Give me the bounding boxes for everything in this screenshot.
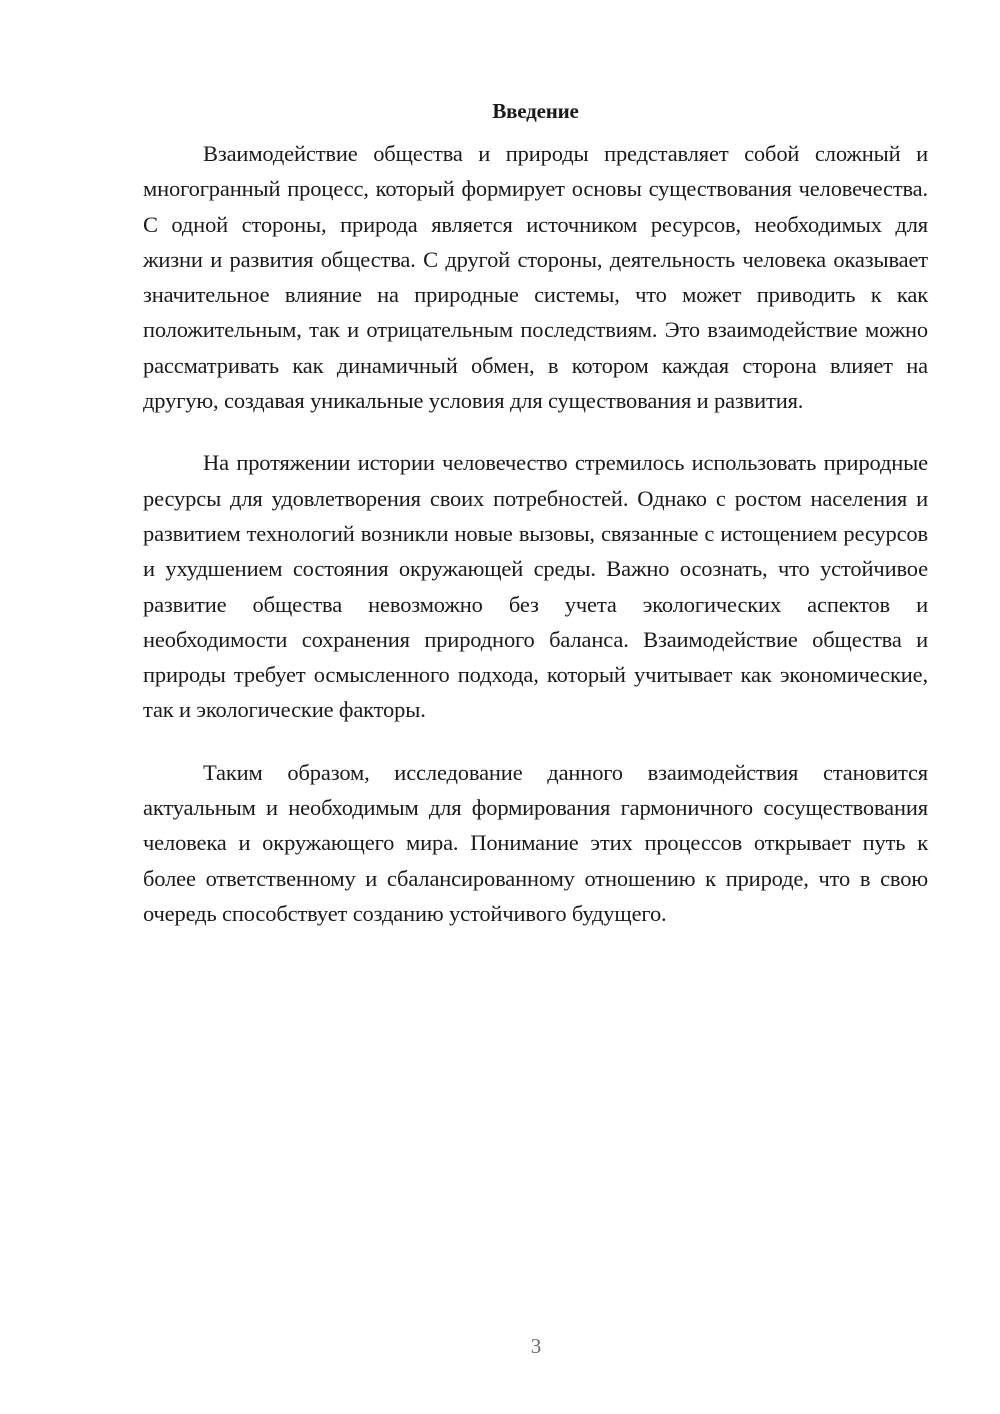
section-heading: Введение — [492, 99, 579, 123]
paragraph-3: Таким образом, исследование данного взаимодействия становится актуальным и необходимым для формирования гармоничного сосуществования человека и окружающего мира. Понимание этих процессов открывает путь к более ответственному и сбалансированному отношению к природе, что в свою очередь способствует созданию устойчивого будущего. — [143, 759, 928, 926]
paragraph-2: На протяжении истории человечество стремилось использовать природные ресурсы для удовлетворения своих потребностей. Однако с ростом населения и развитием технологий возникли новые вызовы, связанные с истощением ресурсов и ухудшением состояния окружающей среды. Важно осознать, что устойчивое развитие общества невозможно без учета экологических аспектов и необходимости сохранения природного баланса. Взаимодействие общества и природы требует осмысленного подхода, который учитывает как экономические, так и экологические факторы. — [143, 450, 928, 723]
paragraph-1: Взаимодействие общества и природы представляет собой сложный и многогранный процесс, который формирует основы существования человечества. С одной стороны, природа является источником ресурсов, необходимых для жизни и развития общества. С другой стороны, деятельность человека оказывает значительное влияние на природные системы, что может приводить к как положительным, так и отрицательным последствиям. Это взаимодействие можно рассматривать как динамичный обмен, в котором каждая сторона влияет на другую, создавая уникальные условия для существования и развития. — [143, 141, 928, 414]
page-content — [143, 94, 928, 958]
page-number: 3 — [530, 1334, 542, 1358]
